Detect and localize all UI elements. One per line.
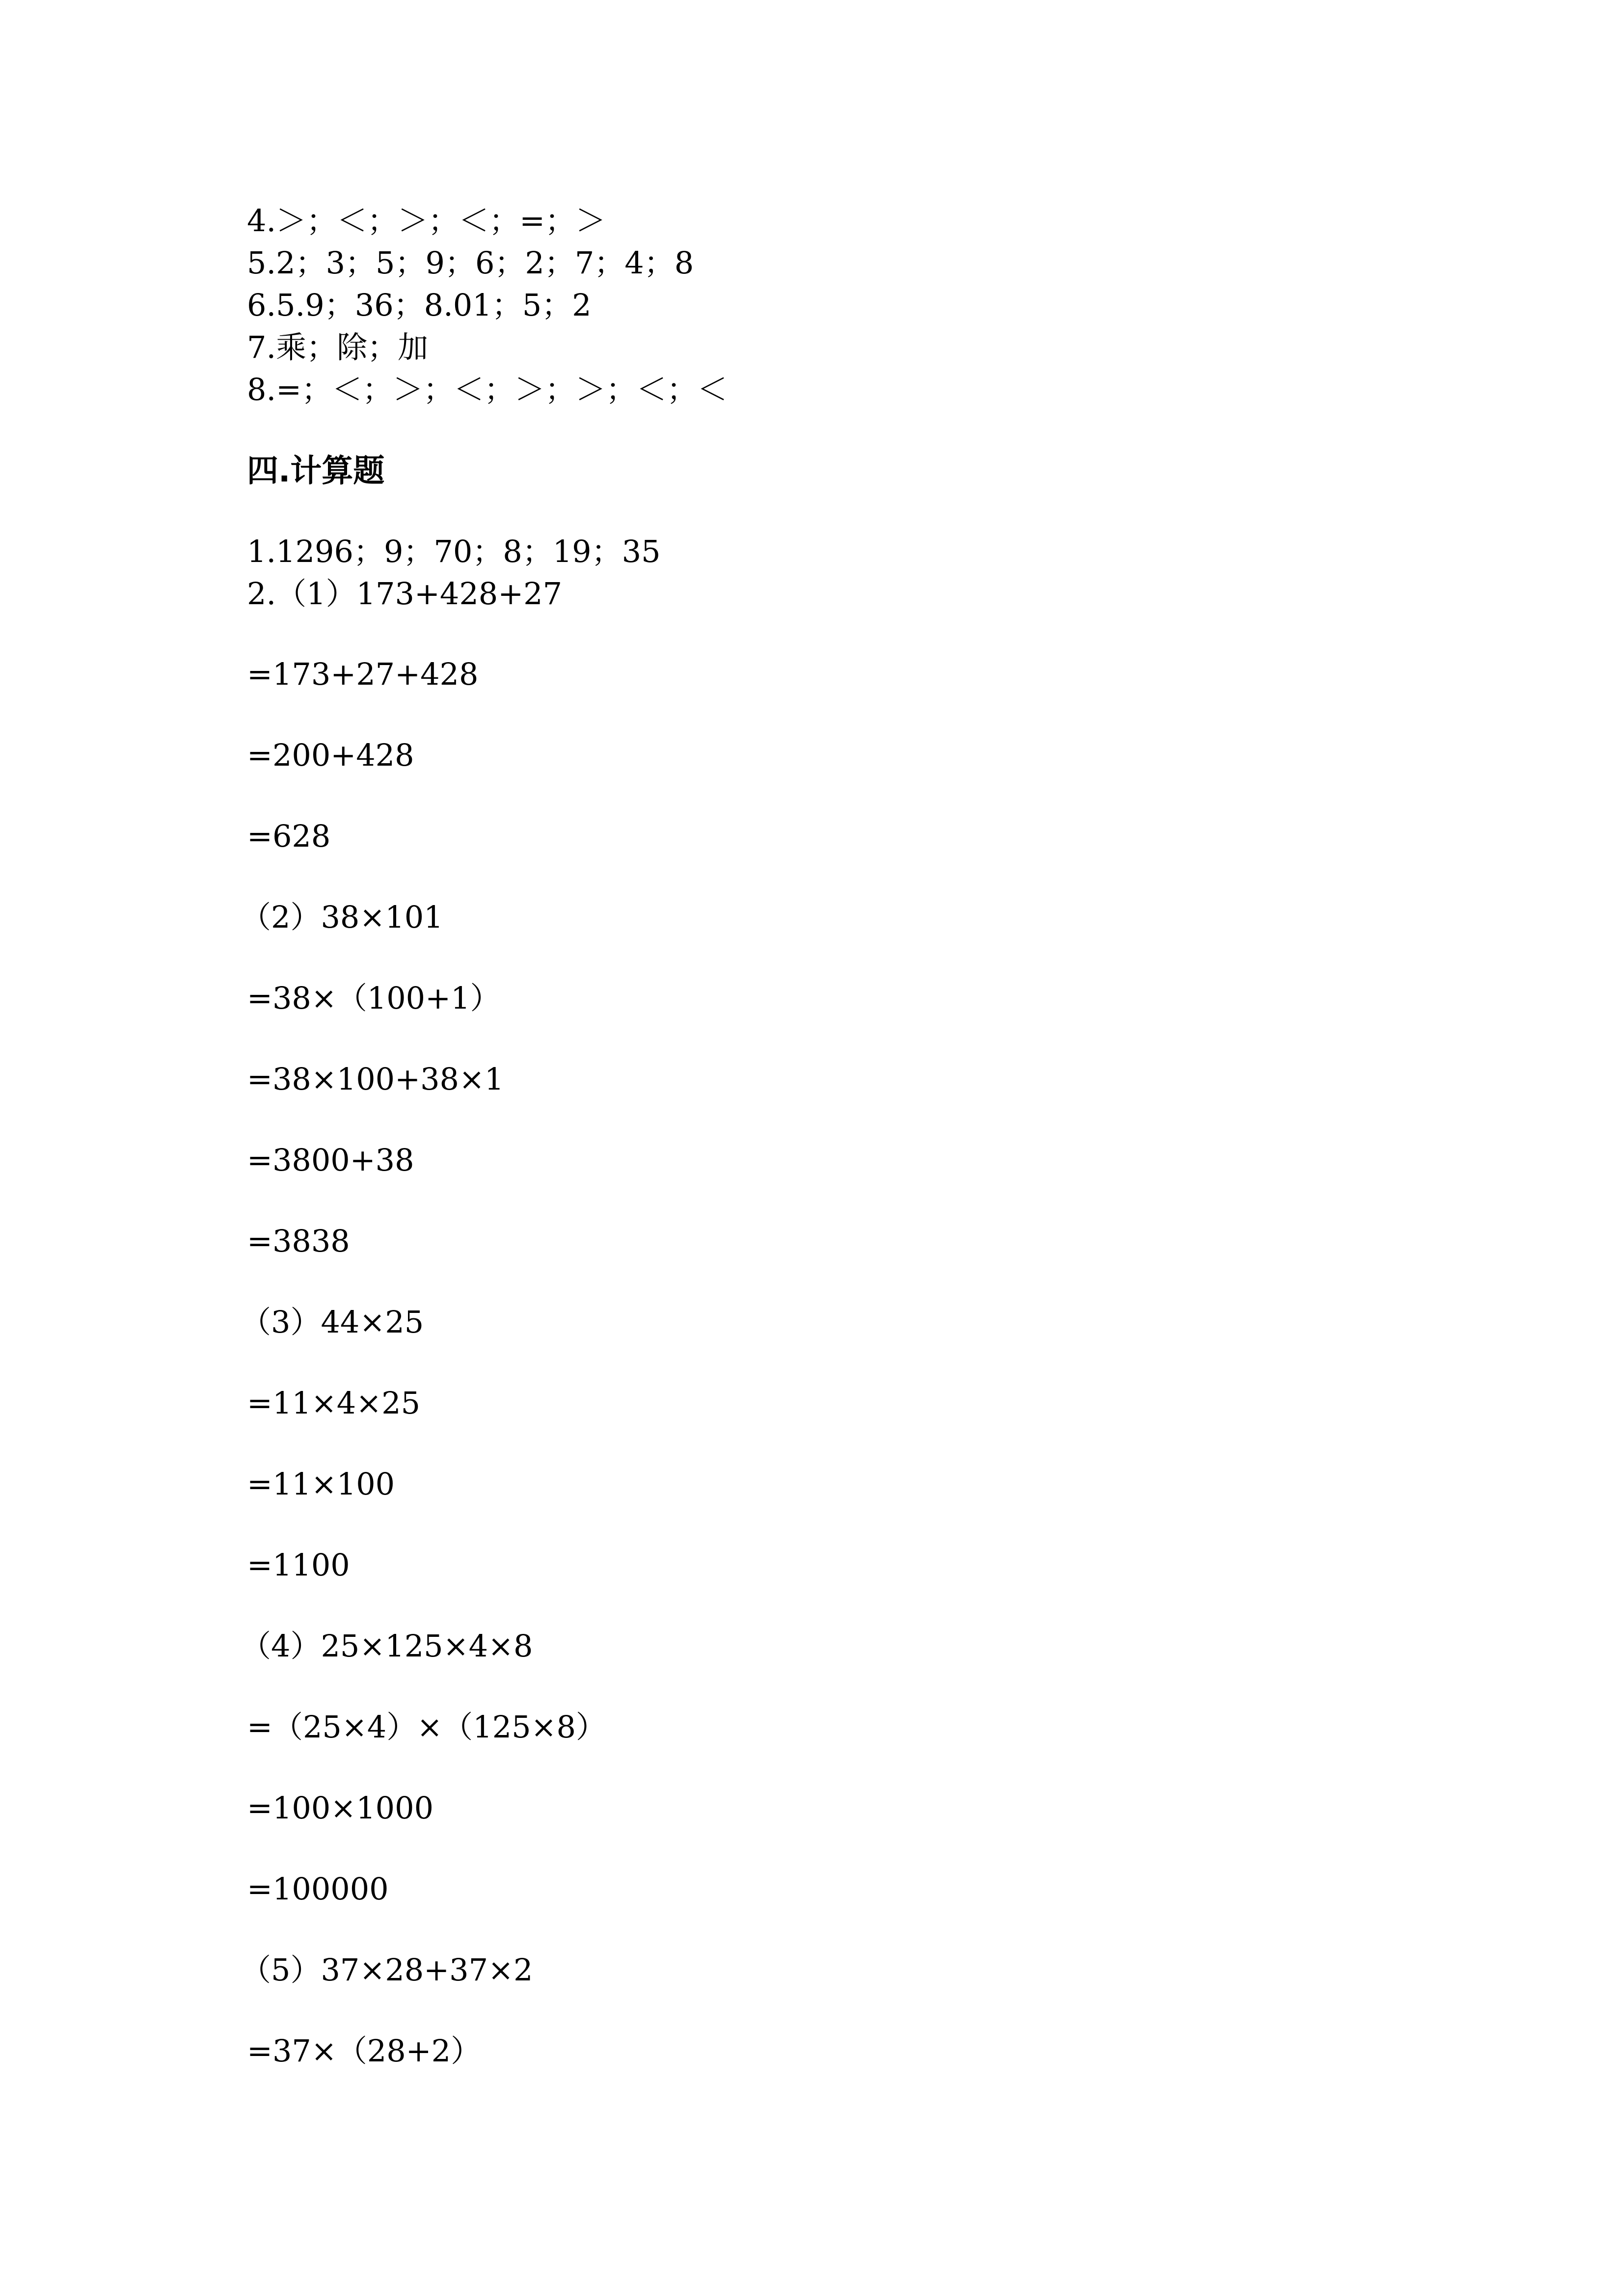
calc-step: =3838 (247, 1223, 350, 1259)
answer-line-4: 4.＞；＜；＞；＜；=；＞ (247, 203, 606, 239)
calc-subquestion: （4）25×125×4×8 (241, 1628, 533, 1664)
section-heading: 四.计算题 (247, 453, 385, 489)
answer-line-8: 8.=；＜；＞；＜；＞；＞；＜；＜ (247, 372, 728, 407)
calc-step: =100×1000 (247, 1790, 434, 1826)
calc-step: =38×100+38×1 (247, 1061, 504, 1097)
calc-step: =100000 (247, 1871, 389, 1907)
answer-line-6: 6.5.9；36；8.01；5；2 (247, 287, 592, 323)
calc-step: =628 (247, 818, 331, 854)
answer-line-5: 5.2；3；5；9；6；2；7；4；8 (247, 245, 694, 281)
calc-step: =1100 (247, 1547, 350, 1583)
calc-step: =200+428 (247, 737, 414, 773)
calc-step: =3800+38 (247, 1142, 414, 1178)
calc-step: =173+27+428 (247, 656, 479, 692)
calc-subquestion: （2）38×101 (241, 899, 443, 935)
calc-answer-1: 1.1296；9；70；8；19；35 (247, 534, 661, 569)
calc-step: =11×4×25 (247, 1385, 421, 1421)
calc-question-2-intro: 2.（1）173+428+27 (247, 576, 563, 612)
answer-line-7: 7.乘；除；加 (247, 329, 429, 365)
calc-subquestion: （5）37×28+37×2 (241, 1952, 533, 1988)
calc-step: =11×100 (247, 1466, 395, 1502)
calc-step: =（25×4）×（125×8） (247, 1709, 606, 1745)
calc-step: =38×（100+1） (247, 980, 501, 1016)
calc-step: =37×（28+2） (247, 2033, 482, 2069)
calc-subquestion: （3）44×25 (241, 1304, 424, 1340)
